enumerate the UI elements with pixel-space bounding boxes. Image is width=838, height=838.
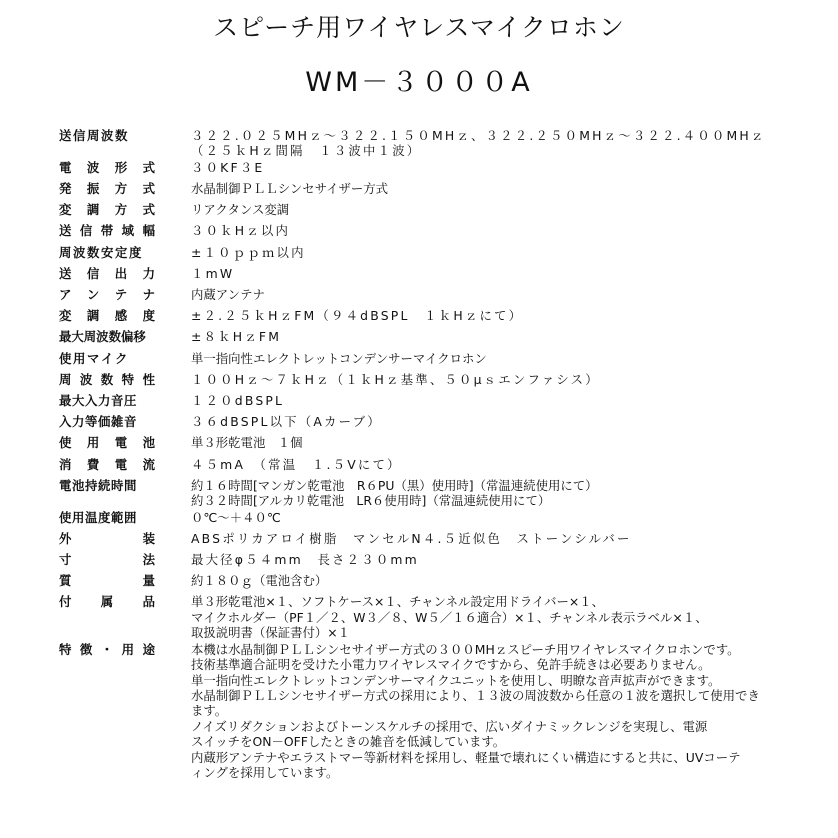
spec-value-line: ３２２.０２５MHｚ～３２２.１５０MHｚ、３２２.２５０MHｚ～３２２.４００MHｚ xyxy=(191,128,766,143)
spec-value-line: 単３形乾電池×１、ソフトケース×１、チャンネル設定用ドライバー×１、 xyxy=(191,594,605,610)
spec-value-line: ィングを採用しています。 xyxy=(191,764,339,780)
spec-value-line: １００Hｚ～７ｋHｚ（１ｋHｚ基準、５０μｓエンファシス） xyxy=(191,371,600,387)
spec-value-line: １mW xyxy=(191,265,235,281)
spec-label: 使 用 温 度 範 囲 xyxy=(59,509,137,525)
spec-value-line: ３０KF３E xyxy=(191,159,265,175)
spec-value-line: ０℃～＋４０℃ xyxy=(191,509,281,525)
spec-value xyxy=(191,372,829,387)
spec-row xyxy=(59,510,829,525)
spec-value xyxy=(191,573,829,588)
spec-value-line: 内蔵形アンテナやエラストマー等新材料を採用し、軽量で壊れにくい構造にすると共に、UVコーテ xyxy=(191,749,741,765)
spec-row xyxy=(59,351,829,366)
spec-value-line: 水晶制御ＰＬＬシンセサイザー方式の採用により、１３波の周波数から任意の１波を選択して使用でき xyxy=(191,687,760,703)
spec-value xyxy=(191,202,829,217)
spec-value xyxy=(191,393,829,408)
spec-row xyxy=(59,573,829,588)
spec-value xyxy=(191,266,829,281)
spec-row xyxy=(59,393,829,408)
spec-value-line: 約１８０ｇ（電池含む） xyxy=(191,573,328,589)
spec-row xyxy=(59,552,829,567)
spec-value-line: （２５ｋHｚ間隔 １３波中１波） xyxy=(191,143,422,159)
spec-label: 付 属 品 xyxy=(59,594,155,610)
page-title: スピーチ用ワイヤレスマイクロホン xyxy=(213,13,625,42)
spec-value-line: ノイズリダクションおよびトーンスケルチの採用で、広いダイナミックレンジを実現し、電源 xyxy=(191,718,708,734)
spec-value-line: スイッチをON－OFFしたときの雑音を低減しています。 xyxy=(191,734,506,750)
spec-row xyxy=(59,457,829,472)
spec-value xyxy=(191,414,829,429)
spec-row xyxy=(59,245,829,260)
spec-label: 送 信 出 力 xyxy=(59,265,155,281)
spec-row xyxy=(59,478,829,509)
spec-value xyxy=(191,457,829,472)
spec-label: 使 用 電 池 xyxy=(59,435,155,451)
spec-row xyxy=(59,594,829,640)
spec-row xyxy=(59,223,829,238)
spec-value-line: ±２.２５ｋHｚFM（９４dBSPL １ｋHｚにて） xyxy=(191,308,524,324)
spec-value xyxy=(191,160,829,175)
spec-value-line: 約１６時間[マンガン乾電池 R６PU（黒）使用時]（常温連続使用にて） xyxy=(191,477,598,493)
spec-row xyxy=(59,266,829,281)
spec-value xyxy=(191,642,829,781)
spec-value-line: リアクタンス変調 xyxy=(191,202,290,218)
spec-row xyxy=(59,329,829,344)
spec-value xyxy=(191,594,829,640)
spec-value-line: １２０dBSPL xyxy=(191,393,285,409)
spec-value xyxy=(191,329,829,344)
spec-value-line: 最大径φ５４mm 長さ２３０mm xyxy=(191,552,419,568)
spec-row xyxy=(59,308,829,323)
spec-row xyxy=(59,435,829,450)
spec-row xyxy=(59,181,829,196)
spec-value xyxy=(191,181,829,196)
spec-value-line: 単３形乾電池 １個 xyxy=(191,435,303,451)
spec-label: 電 波 形 式 xyxy=(59,159,155,175)
spec-value-line: マイクホルダー（PF１／２、W３／８、W５／１６適合）×１、チャンネル表示ラベル×１、 xyxy=(191,609,708,625)
spec-value-line: 約３２時間[アルカリ乾電池 LR６使用時]（常温連続使用にて） xyxy=(191,493,551,509)
spec-value xyxy=(191,435,829,450)
spec-value xyxy=(191,351,829,366)
spec-label: 変 調 方 式 xyxy=(59,202,155,218)
spec-label: 周 波 数 安 定 度 xyxy=(59,244,143,260)
spec-value-line: 内蔵アンテナ xyxy=(191,287,265,303)
spec-value-line: ます。 xyxy=(191,703,228,719)
spec-table xyxy=(59,128,829,786)
spec-value xyxy=(191,510,829,525)
spec-value-line: ３０ｋHｚ以内 xyxy=(191,223,291,239)
spec-value-line: 取扱説明書（保証書付）×１ xyxy=(191,625,351,641)
spec-label: 消 費 電 流 xyxy=(59,456,155,472)
spec-label: 寸 法 xyxy=(59,552,155,568)
spec-value xyxy=(191,478,829,509)
spec-label: 電 池 持 続 時 間 xyxy=(59,477,137,493)
spec-row xyxy=(59,414,829,429)
spec-row xyxy=(59,642,829,781)
spec-value-line: 単一指向性エレクトレットコンデンサーマイクユニットを使用し、明瞭な音声拡声ができます。 xyxy=(191,672,721,688)
spec-row xyxy=(59,372,829,387)
spec-value xyxy=(191,531,829,546)
spec-label: 質 量 xyxy=(59,573,155,589)
spec-value-line: ABSポリカアロイ樹脂 マンセルN４.５近似色 ストーンシルバー xyxy=(191,530,632,546)
spec-value-line: 水晶制御ＰＬＬシンセサイザー方式 xyxy=(191,181,389,197)
spec-value xyxy=(191,552,829,567)
spec-label: 変 調 感 度 xyxy=(59,308,155,324)
spec-value xyxy=(191,245,829,260)
spec-value-line: ±８ｋHｚFM xyxy=(191,329,282,345)
spec-label: 特 徴 ・ 用 途 xyxy=(59,641,155,657)
spec-label: 外 装 xyxy=(59,530,155,546)
spec-value xyxy=(191,223,829,238)
spec-value xyxy=(191,287,829,302)
spec-label: 送 信 帯 域 幅 xyxy=(59,223,155,239)
spec-label: 最 大 入 力 音 圧 xyxy=(59,393,137,409)
spec-value-line: 技術基準適合証明を受けた小電力ワイヤレスマイクですから、免許手続きは必要ありません。 xyxy=(191,657,711,673)
spec-label: ア ン テ ナ xyxy=(59,287,155,303)
spec-value-line: ±１０ｐｐｍ以内 xyxy=(191,244,306,260)
spec-row xyxy=(59,531,829,546)
spec-label: 使 用 マ イ ク xyxy=(59,350,129,366)
spec-value-line: ３６dBSPL以下（Aカーブ） xyxy=(191,414,382,430)
spec-label: 発 振 方 式 xyxy=(59,181,155,197)
spec-value-line: 本機は水晶制御ＰＬＬシンセサイザー方式の３００MHｚスピーチ用ワイヤレスマイクロホンです。 xyxy=(191,641,740,657)
spec-label: 最 大 周 波 数 偏 移 xyxy=(59,329,146,345)
spec-value xyxy=(191,308,829,323)
spec-value xyxy=(191,128,829,159)
model-number: WM－３０００A xyxy=(305,67,533,98)
spec-label: 送 信 周 波 数 xyxy=(59,128,129,143)
spec-row xyxy=(59,287,829,302)
spec-row xyxy=(59,202,829,217)
spec-value-line: 単一指向性エレクトレットコンデンサーマイクロホン xyxy=(191,350,487,366)
spec-value-line: ４５mA （常温 １.５Vにて） xyxy=(191,456,402,472)
spec-label: 入 力 等 価 雑 音 xyxy=(59,414,137,430)
spec-row xyxy=(59,128,829,159)
spec-label: 周 波 数 特 性 xyxy=(59,371,155,387)
spec-row xyxy=(59,160,829,175)
